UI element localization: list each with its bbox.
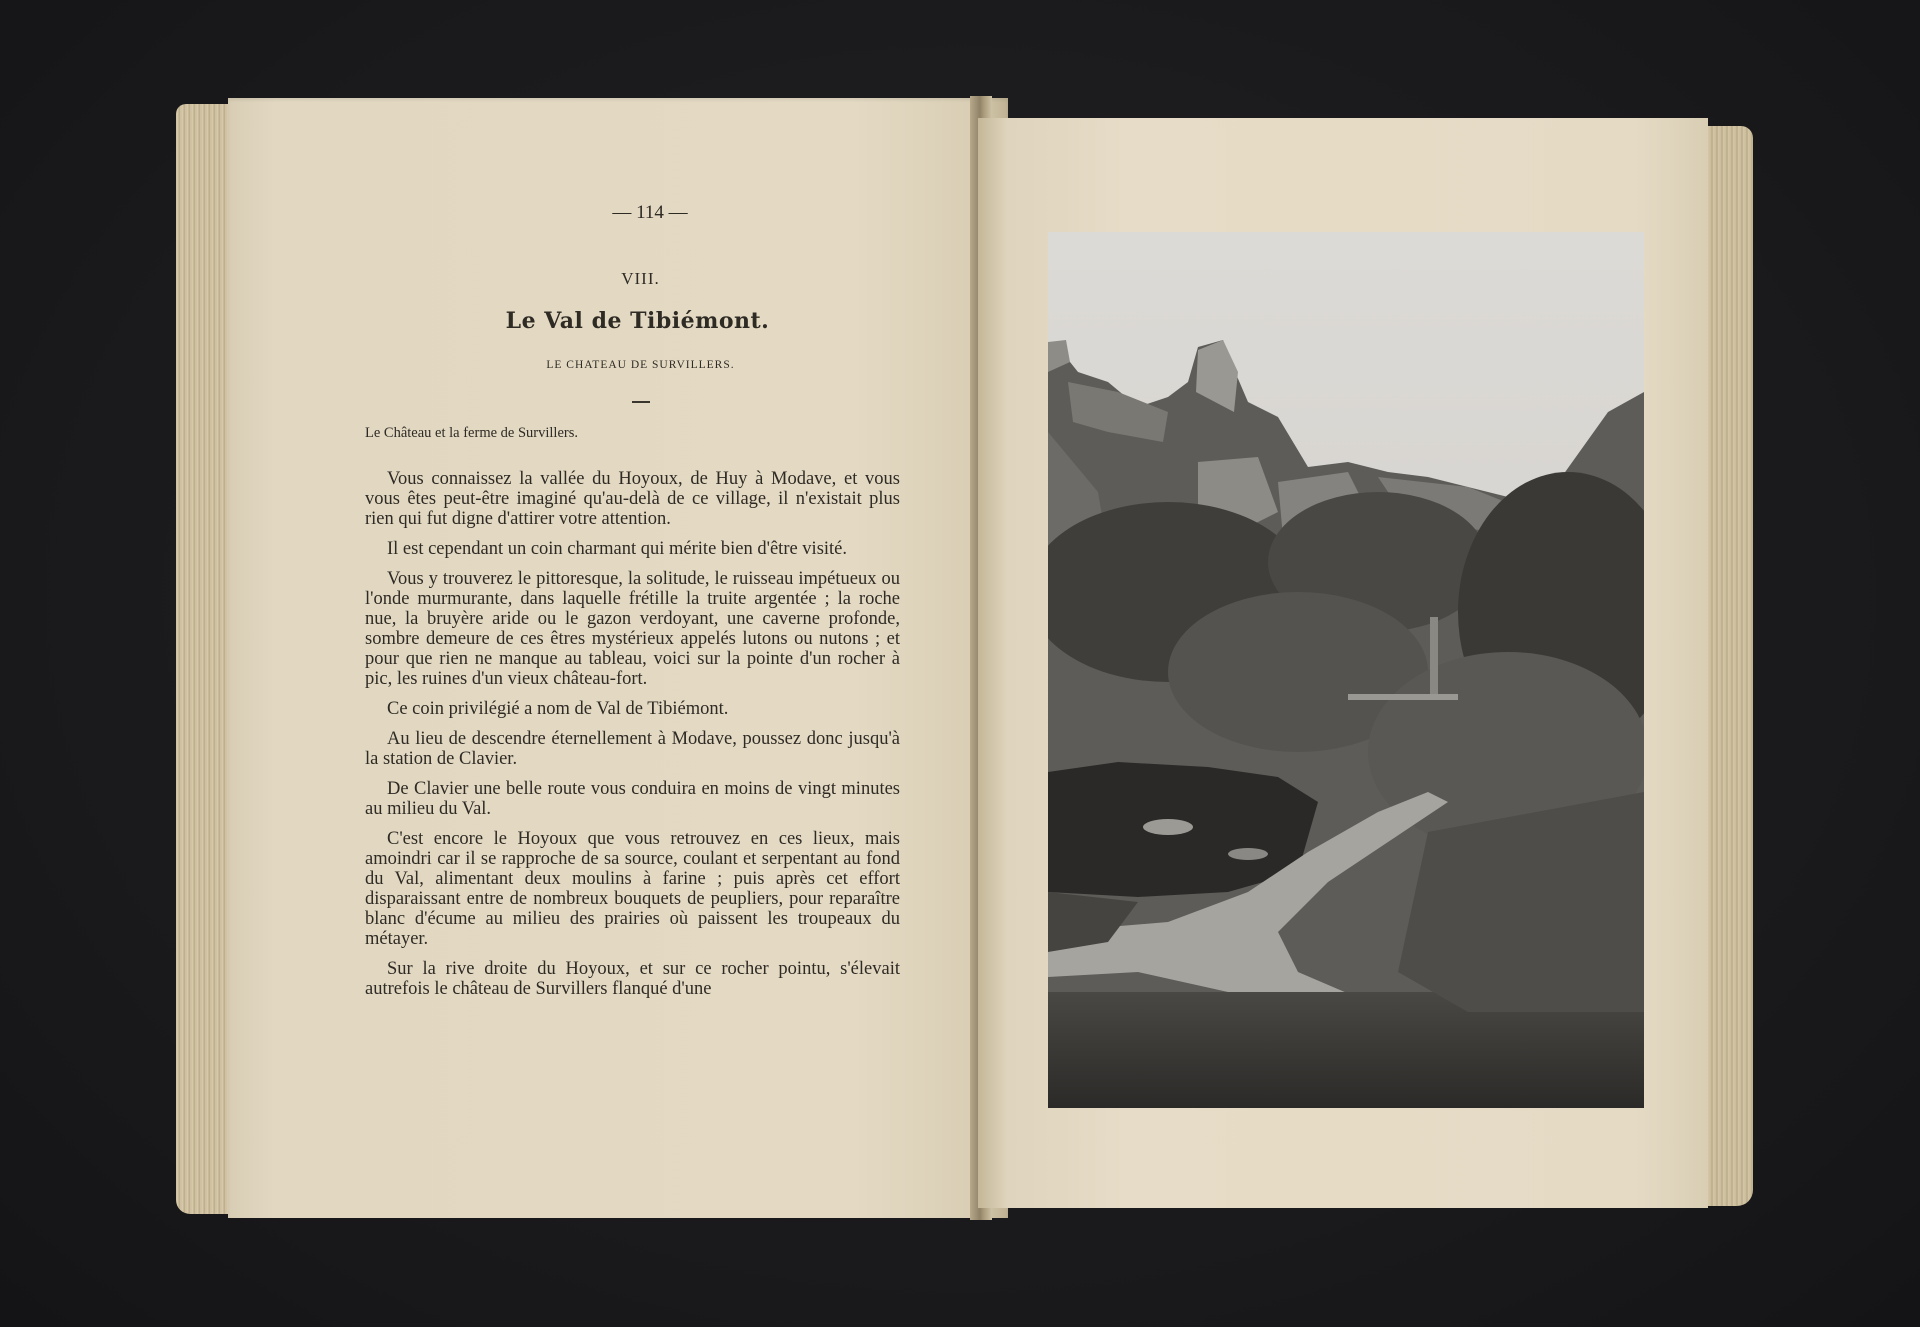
chapter-title: Le Val de Tibiémont. (505, 308, 770, 334)
paragraph-6: De Clavier une belle route vous conduira en moins de vingt minutes au milieu du Val. (365, 779, 900, 819)
left-page-text (365, 203, 900, 1009)
left-page-edges (176, 104, 236, 1214)
ruins-photograph (1048, 232, 1644, 1108)
chapter-number: VIII. (621, 269, 660, 288)
paragraph-1: Vous connaissez la vallée du Hoyoux, de Huy à Modave, et vous vous êtes peut-être imaginé qu'au-delà de ce village, il n'existait plus rien qui fut digne d'attirer votre attention. (365, 469, 900, 529)
section-rule (632, 401, 650, 403)
paragraph-2: Il est cependant un coin charmant qui mérite bien d'être visité. (387, 539, 848, 559)
page-number: — 114 — (612, 202, 688, 223)
paragraph-5: Au lieu de descendre éternellement à Modave, poussez donc jusqu'à la station de Clavier. (365, 729, 900, 769)
chapter-subtitle: LE CHATEAU DE SURVILLERS. (546, 359, 735, 371)
left-page (228, 98, 1008, 1218)
paragraph-3: Vous y trouverez le pittoresque, la solitude, le ruisseau impétueux ou l'onde murmurante, dans laquelle frétille la truite argentée ; la roche nue, la bruyère aride ou le gazon verdoyant, une caverne profonde, sombre demeure de ces êtres mystérieux appelés lutons ou nutons ; et pour que rien ne manque au tableau, voici sur la pointe d'un rocher à pic, les ruines d'un vieux château-fort. (365, 569, 900, 689)
paragraph-7: C'est encore le Hoyoux que vous retrouvez en ces lieux, mais amoindri car il se rapproche de sa source, coulant et serpentant au fond du Val, alimentant deux moulins à farine ; puis après cet effort disparaissant entre de nombreux bouquets de peupliers, pour reparaître blanc d'écume au milieu des prairies où paissent les troupeaux du métayer. (365, 829, 900, 949)
paragraph-8: Sur la rive droite du Hoyoux, et sur ce rocher pointu, s'élevait autrefois le château de Survillers flanqué d'une (365, 959, 900, 999)
paragraph-4: Ce coin privilégié a nom de Val de Tibiémont. (387, 699, 729, 719)
side-heading: Le Château et la ferme de Survillers. (365, 425, 578, 441)
